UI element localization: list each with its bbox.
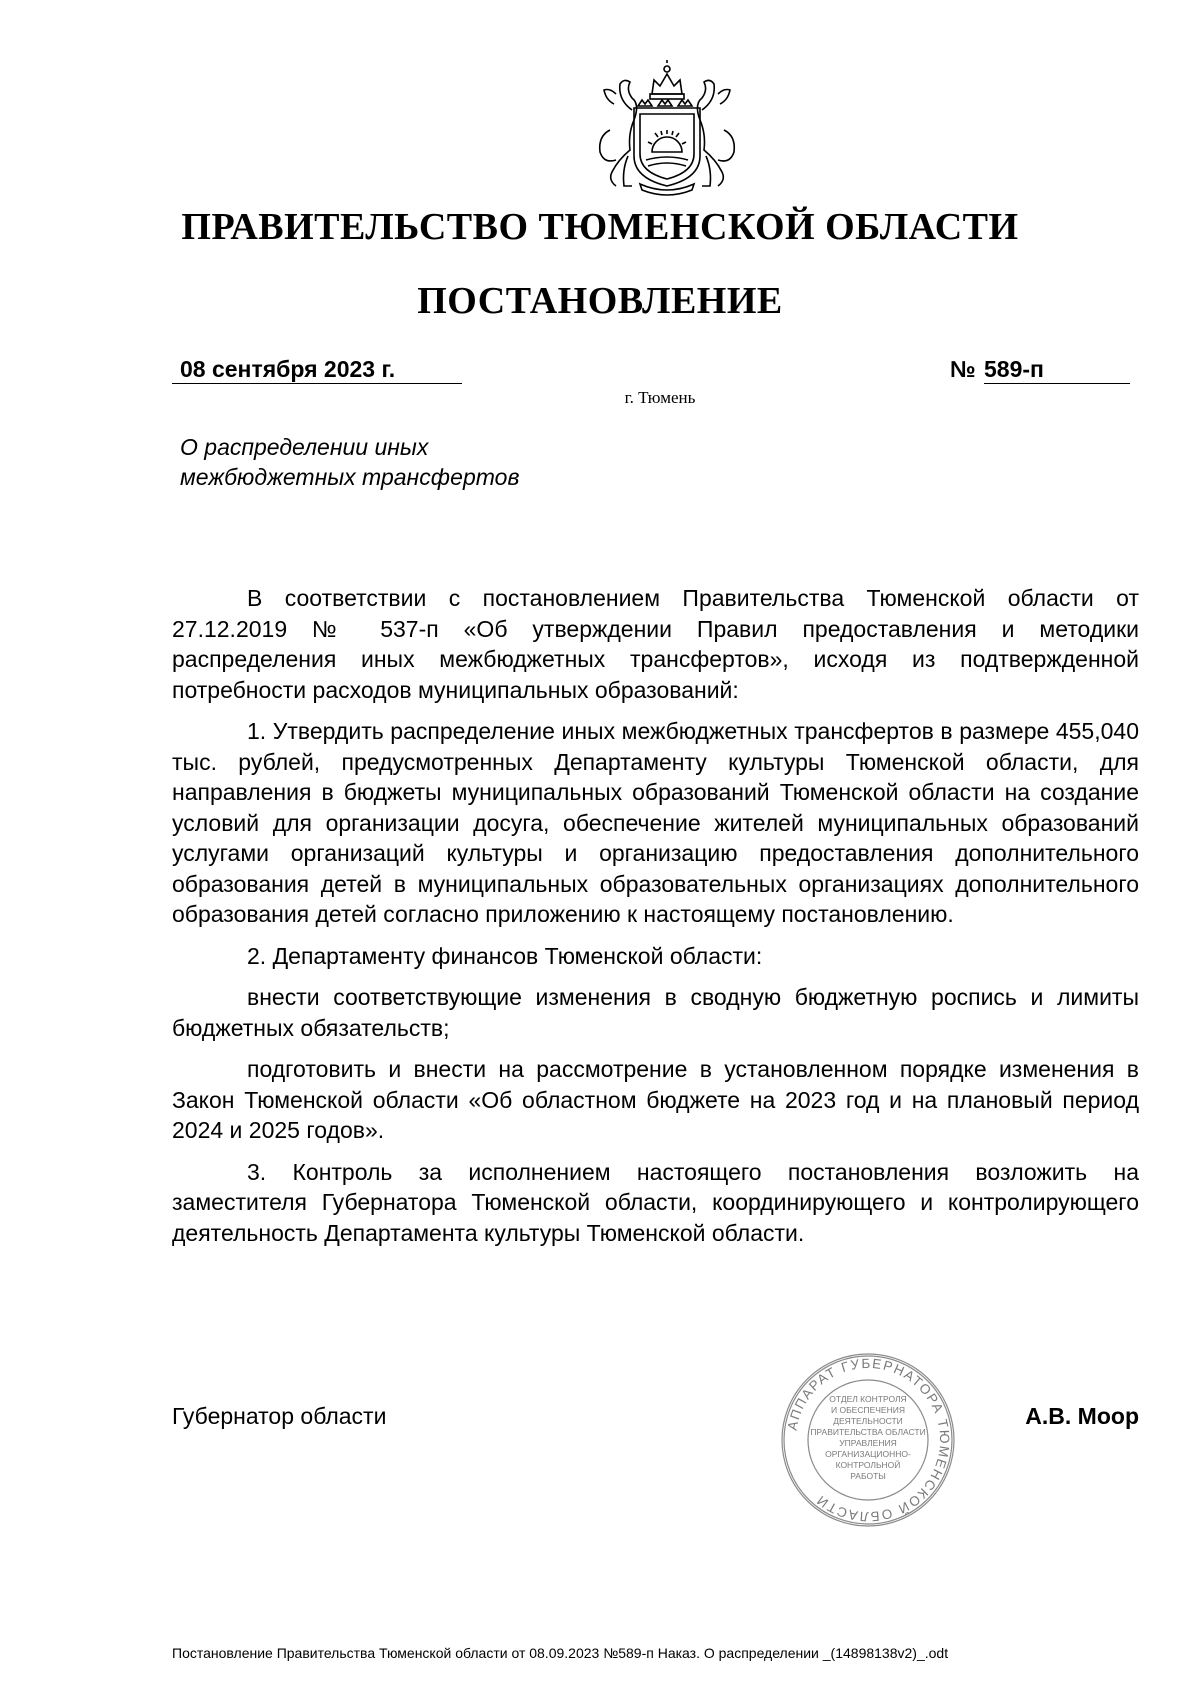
seal-inner-line: КОНТРОЛЬНОЙ <box>835 1460 901 1470</box>
coat-of-arms-icon <box>588 60 746 196</box>
seal-inner-line: ОРГАНИЗАЦИОННО- <box>825 1449 911 1459</box>
seal-inner-line: ОТДЕЛ КОНТРОЛЯ <box>829 1394 907 1404</box>
body-paragraph-preamble: В соответствии с постановлением Правительства Тюменской области от 27.12.2019 № 537-п «Об утверждении Правил предоставления и методики распределения иных межбюджетных трансфертов», исходя из подтвержденной потребности расходов муниципальных образований: <box>172 585 1139 703</box>
seal-inner-line: УПРАВЛЕНИЯ <box>839 1438 897 1448</box>
seal-inner-line: ДЕЯТЕЛЬНОСТИ <box>833 1416 903 1426</box>
official-seal <box>778 1350 958 1530</box>
document-number: 589-п <box>984 355 1130 384</box>
subject-line: О распределении иных <box>180 434 429 460</box>
signature-block <box>172 1403 1139 1443</box>
seal-inner-line: ПРАВИТЕЛЬСТВА ОБЛАСТИ <box>810 1427 926 1437</box>
document-subject <box>180 432 600 492</box>
government-title: ПРАВИТЕЛЬСТВО ТЮМЕНСКОЙ ОБЛАСТИ <box>181 206 1019 248</box>
body-paragraph-item-1: 1. Утвердить распределение иных межбюджетных трансфертов в размере 455,040 тыс. рублей, предусмотренных Департаменту культуры Тюменской области, для направления в бюджеты муниципальных образований Тюменской области на создание условий для организации досуга, обеспечение жителей муниципальных образований услугами организаций культуры и организацию предоставления дополнительного образования детей в муниципальных образовательных организациях дополнительного образования детей согласно приложению к настоящему постановлению. <box>172 718 1139 927</box>
document-type-title: ПОСТАНОВЛЕНИЕ <box>417 280 783 322</box>
body-paragraph-item-2: 2. Департаменту финансов Тюменской области: <box>247 942 763 969</box>
signer-position: Губернатор области <box>172 1403 387 1429</box>
seal-outer-text: АППАРАТ ГУБЕРНАТОРА ТЮМЕНСКОЙ ОБЛАСТИ <box>784 1355 953 1525</box>
document-footer: Постановление Правительства Тюменской области от 08.09.2023 №589-п Наказ. О распределении _(14898138v2)_.odt <box>172 1645 949 1661</box>
document-date: 08 сентября 2023 г. <box>172 355 462 384</box>
body-paragraph-item-3: 3. Контроль за исполнением настоящего постановления возложить на заместителя Губернатора Тюменской области, координирующего и контролирующего деятельность Департамента культуры Тюменской области. <box>172 1158 1139 1246</box>
seal-inner-line: РАБОТЫ <box>850 1471 886 1481</box>
seal-inner-line: И ОБЕСПЕЧЕНИЯ <box>831 1405 905 1415</box>
number-sign: № <box>950 356 976 382</box>
document-body <box>172 583 1139 1259</box>
document-number-field <box>950 355 1130 384</box>
signer-name: А.В. Моор <box>1025 1403 1139 1429</box>
subject-line: межбюджетных трансфертов <box>180 464 520 490</box>
body-paragraph-item-2-sub-1: внести соответствующие изменения в сводную бюджетную роспись и лимиты бюджетных обязательств; <box>172 984 1139 1041</box>
body-paragraph-item-2-sub-2: подготовить и внести на рассмотрение в установленном порядке изменения в Закон Тюменской области «Об областном бюджете на 2023 год и на плановый период 2024 и 2025 годов». <box>172 1056 1139 1143</box>
document-city: г. Тюмень <box>624 388 696 407</box>
